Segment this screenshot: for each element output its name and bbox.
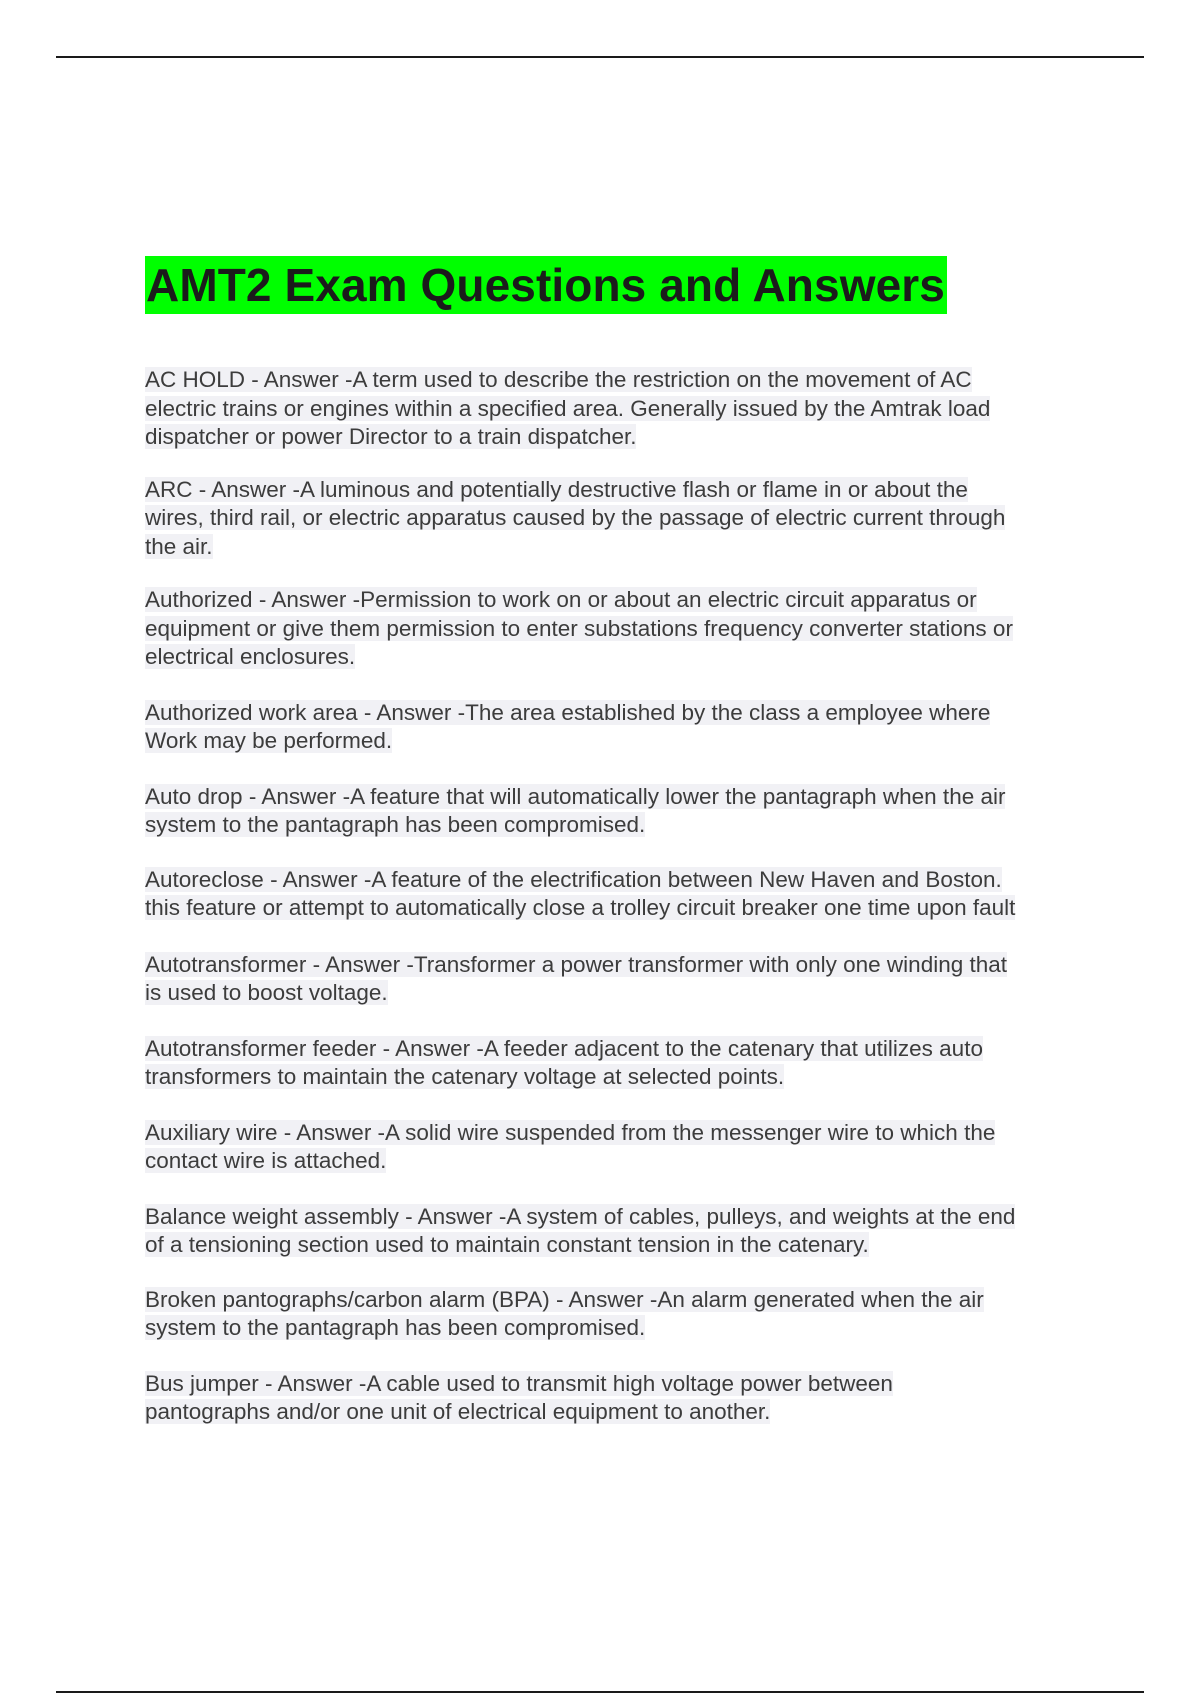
entry-auxiliary-wire (145, 1119, 1085, 1176)
document-title: AMT2 Exam Questions and Answers (145, 256, 947, 314)
entry-line: Autoreclose - Answer -A feature of the electrification between New Haven and Boston. (145, 866, 1002, 892)
top-rule (56, 56, 1144, 58)
entry-line: AC HOLD - Answer -A term used to describe the restriction on the movement of AC (145, 367, 972, 392)
entry-line: Authorized - Answer -Permission to work on or about an electric circuit apparatus or (145, 587, 977, 612)
entry-line: the air. (145, 533, 213, 559)
entry-line: ARC - Answer -A luminous and potentially destructive flash or flame in or about the (145, 476, 968, 502)
entry-line: Authorized work area - Answer -The area established by the class a employee where (145, 699, 991, 725)
entry-line: electrical enclosures. (145, 644, 356, 669)
entries-list (145, 366, 1085, 1427)
entry-line: Bus jumper - Answer -A cable used to transmit high voltage power between (145, 1370, 893, 1396)
title-block (145, 256, 947, 314)
entry-line: Balance weight assembly - Answer -A system of cables, pulleys, and weights at the end (145, 1203, 1016, 1229)
entry-auto-drop (145, 783, 1085, 840)
entry-arc (145, 476, 1085, 562)
entry-line: electric trains or engines within a specified area. Generally issued by the Amtrak load (145, 395, 991, 421)
entry-line: this feature or attempt to automatically close a trolley circuit breaker one time upon fault (145, 895, 1016, 920)
entry-line: pantographs and/or one unit of electrical equipment to another. (145, 1399, 771, 1424)
entry-line: Autotransformer feeder - Answer -A feeder adjacent to the catenary that utilizes auto (145, 1035, 983, 1061)
entry-autotransformer-feeder (145, 1035, 1085, 1092)
entry-bus-jumper (145, 1370, 1085, 1427)
entry-line: wires, third rail, or electric apparatus caused by the passage of electric current through (145, 505, 1006, 530)
entry-line: is used to boost voltage. (145, 980, 388, 1005)
entry-broken-pantographs (145, 1286, 1085, 1343)
entry-line: equipment or give them permission to enter substations frequency converter stations or (145, 615, 1013, 641)
entry-line: Auto drop - Answer -A feature that will automatically lower the pantagraph when the air (145, 783, 1006, 809)
entry-line: Work may be performed. (145, 728, 393, 753)
entry-line: dispatcher or power Director to a train dispatcher. (145, 424, 637, 449)
bottom-rule (56, 1691, 1144, 1693)
entry-line: Broken pantographs/carbon alarm (BPA) - Answer -An alarm generated when the air (145, 1286, 984, 1312)
entry-line: system to the pantagraph has been compromised. (145, 1315, 646, 1340)
entry-line: system to the pantagraph has been compromised. (145, 812, 646, 837)
entry-line: Autotransformer - Answer -Transformer a power transformer with only one winding that (145, 951, 1008, 977)
entry-autotransformer (145, 951, 1085, 1008)
entry-line: of a tensioning section used to maintain constant tension in the catenary. (145, 1232, 869, 1257)
entry-authorized (145, 586, 1085, 672)
entry-ac-hold (145, 366, 1085, 452)
entry-authorized-work-area (145, 699, 1085, 756)
entry-line: Auxiliary wire - Answer -A solid wire suspended from the messenger wire to which the (145, 1119, 996, 1145)
entry-line: transformers to maintain the catenary voltage at selected points. (145, 1064, 785, 1089)
entry-autoreclose (145, 866, 1085, 923)
entry-line: contact wire is attached. (145, 1148, 387, 1173)
entry-balance-weight-assembly (145, 1203, 1085, 1260)
